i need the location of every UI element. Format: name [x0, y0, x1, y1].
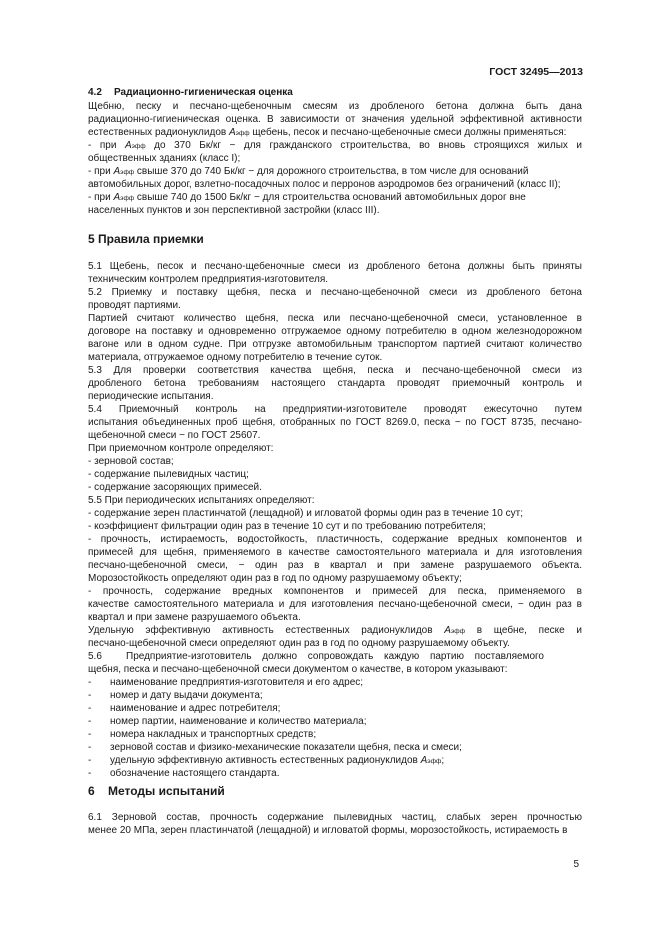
list-dash: -: [88, 768, 92, 779]
text-run: свыше 370 до 740 Бк/кг − для дорожного строительства, в том числе для оснований: [134, 166, 529, 177]
text-run: естественных радионуклидов: [88, 127, 229, 138]
paragraph-line: материала, отгружаемое одному потребителю в течение суток.: [88, 352, 383, 363]
symbol-a: A: [113, 192, 121, 203]
paragraph-line: качестве самостоятельного материала и для изготовления песчано-щебеночной смеси, − один раз в: [88, 599, 582, 610]
list-item: [88, 741, 462, 754]
paragraph-line: общественных зданиях (класс I);: [88, 153, 241, 164]
paragraph-line: При приемочном контроле определяют:: [88, 443, 274, 454]
list-dash: -: [88, 716, 92, 727]
list-dash: -: [88, 703, 92, 714]
paragraph-line: Щебню, песку и песчано-щебеночным смесям из дробленого бетона должна быть дана: [88, 101, 582, 112]
list-item: - прочность, содержание вредных компонентов и примесей для песка, применяемого в: [88, 586, 582, 597]
paragraph-line: 5.5 При периодических испытаниях определяют:: [88, 495, 315, 506]
text-run: ;: [441, 755, 445, 766]
list-dash: -: [88, 729, 92, 740]
paragraph-line: испытания объединенных проб щебня, отобранных по ГОСТ 8269.0, песка − по ГОСТ 8735, песчано-: [88, 417, 582, 428]
text-run: - при: [88, 192, 114, 203]
symbol-a: A: [420, 755, 428, 766]
paragraph-line: квартал и при замене разрушаемого объекта.: [88, 612, 301, 623]
list-text: зерновой состав и физико-механические показатели щебня, песка и смеси;: [110, 742, 462, 753]
symbol-subscript: эфф: [427, 758, 442, 765]
text-run: свыше 740 до 1500 Бк/кг − для строительства оснований автомобильных дорог вне: [134, 192, 526, 203]
list-dash: -: [88, 742, 92, 753]
section-title: Методы испытаний: [108, 784, 225, 798]
symbol-subscript: эфф: [450, 628, 465, 635]
symbol-subscript: эфф: [131, 143, 146, 150]
paragraph-line: населенных пунктов и зон перспективной застройки (класс III).: [88, 205, 380, 216]
text-run: в щебне, песке и: [464, 625, 582, 636]
paragraph-line: [88, 126, 582, 140]
text-run: Предприятие-изготовитель должно сопровождать каждую партию поставляемого: [126, 651, 544, 662]
list-item: - содержание зерен пластинчатой (лещадной) и игловатой формы один раз в течение 10 сут;: [88, 508, 523, 519]
list-text: удельную эффективную активность естественных радионуклидов: [110, 755, 421, 766]
text-run: до 370 Бк/кг − для гражданского строительства, во вновь строящихся жилых и: [145, 140, 582, 151]
paragraph-line: песчано-щебеночной смеси определяют один раз в год по одному разрушаемому объекту.: [88, 638, 510, 649]
paragraph-line: 5.4 Приемочный контроль на предприятии-изготовителе проводят ежесуточно путем: [88, 404, 582, 415]
paragraph-line: [88, 165, 582, 179]
paragraph-line: техническим контролем предприятия-изготовителя.: [88, 274, 329, 285]
list-item: - прочность, истираемость, водостойкость, пластичность, содержание вредных компонентов и: [88, 534, 582, 545]
list-text: наименование и адрес потребителя;: [110, 703, 281, 714]
section-heading: [88, 784, 225, 798]
list-dash: -: [88, 690, 92, 701]
list-item: - зерновой состав;: [88, 456, 174, 467]
paragraph-line: 5.2 Приемку и поставку щебня, песка и песчано-щебеночной смеси из дробленого бетона: [88, 287, 582, 298]
page-number: 5: [573, 859, 579, 870]
paragraph-line: дробленого бетона требованиям настоящего стандарта проводят приемочный контроль и: [88, 378, 582, 389]
paragraph-line: 5.1 Щебень, песок и песчано-щебеночные смеси из дробленого бетона должны быть приняты: [88, 261, 582, 272]
list-item: [88, 754, 444, 768]
symbol-subscript: эфф: [235, 130, 250, 137]
list-item: [88, 767, 279, 780]
subsection-heading: [88, 86, 582, 99]
paragraph-line: 5.3 Для проверки соответствия качества щебня, песка и песчано-щебеночной смеси из: [88, 365, 582, 376]
paragraph-line: вагоне или в одном судне. При отгрузке автомобильным транспортом партией считают количество: [88, 339, 582, 350]
paragraph-line: [88, 650, 582, 663]
symbol-a: A: [124, 140, 132, 151]
text-run: щебень, песок и песчано-щебеночные смеси должны применяться:: [249, 127, 567, 138]
paragraph-line: договоре на поставку и одновременно отгружаемое одному потребителю в одном железнодорожном: [88, 326, 582, 337]
list-item: - коэффициент фильтрации один раз в течение 10 сут и по требованию потребителя;: [88, 521, 486, 532]
list-text: номер и дату выдачи документа;: [110, 690, 263, 701]
list-text: номера накладных и транспортных средств;: [110, 729, 317, 740]
paragraph-line: менее 20 МПа, зерен пластинчатой (лещадной) и игловатой формы, морозостойкость, истираемость в: [88, 825, 568, 836]
symbol-subscript: эфф: [120, 169, 135, 176]
paragraph-line: автомобильных дорог, взлетно-посадочных полос и перронов аэродромов без ограничений (класс II);: [88, 179, 561, 190]
paragraph-line: [88, 139, 582, 153]
paragraph-line: 6.1 Зерновой состав, прочность содержание пылевидных частиц, слабых зерен прочностью: [88, 812, 582, 823]
symbol-a: A: [444, 625, 451, 636]
text-run: - при: [88, 140, 125, 151]
list-text: номер партии, наименование и количество материала;: [110, 716, 367, 727]
list-item: [88, 689, 263, 702]
clause-number: 5.6: [88, 651, 102, 662]
section-number: 6: [88, 784, 95, 798]
paragraph-line: [88, 191, 582, 205]
section-heading: 5 Правила приемки: [88, 232, 204, 246]
paragraph-line: щебня, песка и песчано-щебеночной смеси документом о качестве, в котором указывают:: [88, 664, 508, 675]
list-item: [88, 715, 367, 728]
symbol-a: A: [228, 127, 236, 138]
paragraph-line: примесей для щебня, применяемого в качестве самостоятельного материала и для изготовления: [88, 547, 582, 558]
symbol-subscript: эфф: [120, 195, 135, 202]
paragraph-line: Морозостойкость определяют один раз в год по одному разрушаемому объекту;: [88, 573, 462, 584]
subsection-number: 4.2: [88, 87, 102, 98]
paragraph-line: периодические испытания.: [88, 391, 214, 402]
paragraph-line: радиационно-гигиеническая оценка. В зависимости от значения удельной эффективной активности: [88, 114, 582, 125]
list-text: обозначение настоящего стандарта.: [110, 768, 280, 779]
subsection-title: Радиационно-гигиеническая оценка: [114, 87, 293, 98]
symbol-a: A: [113, 166, 121, 177]
text-run: - при: [88, 166, 114, 177]
paragraph-line: [88, 624, 582, 638]
list-text: наименование предприятия-изготовителя и его адрес;: [110, 677, 364, 688]
list-dash: -: [88, 755, 92, 766]
list-item: - содержание засоряющих примесей.: [88, 482, 262, 493]
list-dash: -: [88, 677, 92, 688]
list-item: [88, 728, 316, 741]
list-item: [88, 676, 363, 689]
paragraph-line: песчано-щебеночной смеси, − один раз в квартал и при замене разрушаемого объекта.: [88, 560, 582, 571]
document-code: ГОСТ 32495—2013: [489, 66, 583, 78]
text-run: Удельную эффективную активность естественных радионуклидов: [88, 625, 445, 636]
list-item: - содержание пылевидных частиц;: [88, 469, 249, 480]
paragraph-line: Партией считают количество щебня, песка или песчано-щебеночной смеси, установленное в: [88, 313, 582, 324]
paragraph-line: щебеночной смеси − по ГОСТ 25607.: [88, 430, 261, 441]
paragraph-line: проводят партиями.: [88, 300, 181, 311]
list-item: [88, 702, 280, 715]
